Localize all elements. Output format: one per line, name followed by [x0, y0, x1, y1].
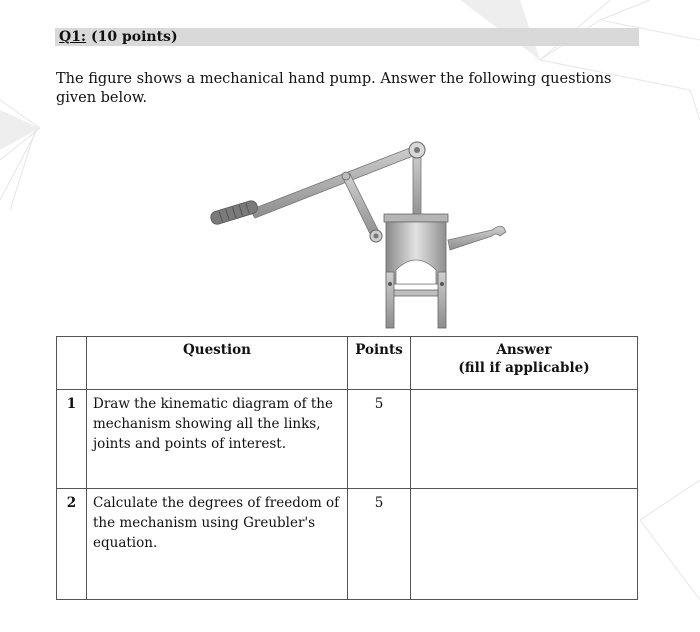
table-row — [57, 390, 638, 489]
header-num — [57, 337, 87, 390]
question-table — [56, 336, 638, 600]
row-points: 5 — [348, 390, 411, 489]
question-points: (10 points) — [90, 29, 178, 45]
handle-grip — [209, 199, 259, 225]
row-question: Calculate the degrees of freedom of the mechanism using Greubler's equation. — [87, 489, 348, 600]
row-answer-cell[interactable] — [411, 390, 638, 489]
table-header-row — [57, 337, 638, 390]
hand-pump-icon — [200, 132, 530, 332]
header-answer-title: Answer — [496, 342, 552, 358]
question-header — [55, 28, 639, 46]
row-answer-cell[interactable] — [411, 489, 638, 600]
row-number: 1 — [57, 390, 87, 489]
table-row — [57, 489, 638, 600]
header-answer-note: (fill if applicable) — [458, 360, 590, 376]
row-question: Draw the kinematic diagram of the mechanism showing all the links, joints and points of interest. — [87, 390, 348, 489]
row-points: 5 — [348, 489, 411, 600]
header-answer — [411, 337, 638, 390]
row-number: 2 — [57, 489, 87, 600]
header-points: Points — [348, 337, 411, 390]
question-number: Q1: — [59, 29, 87, 45]
question-title — [59, 29, 178, 45]
question-intro: The figure shows a mechanical hand pump. Answer the following questions given below. — [56, 71, 612, 106]
header-question: Question — [87, 337, 348, 390]
